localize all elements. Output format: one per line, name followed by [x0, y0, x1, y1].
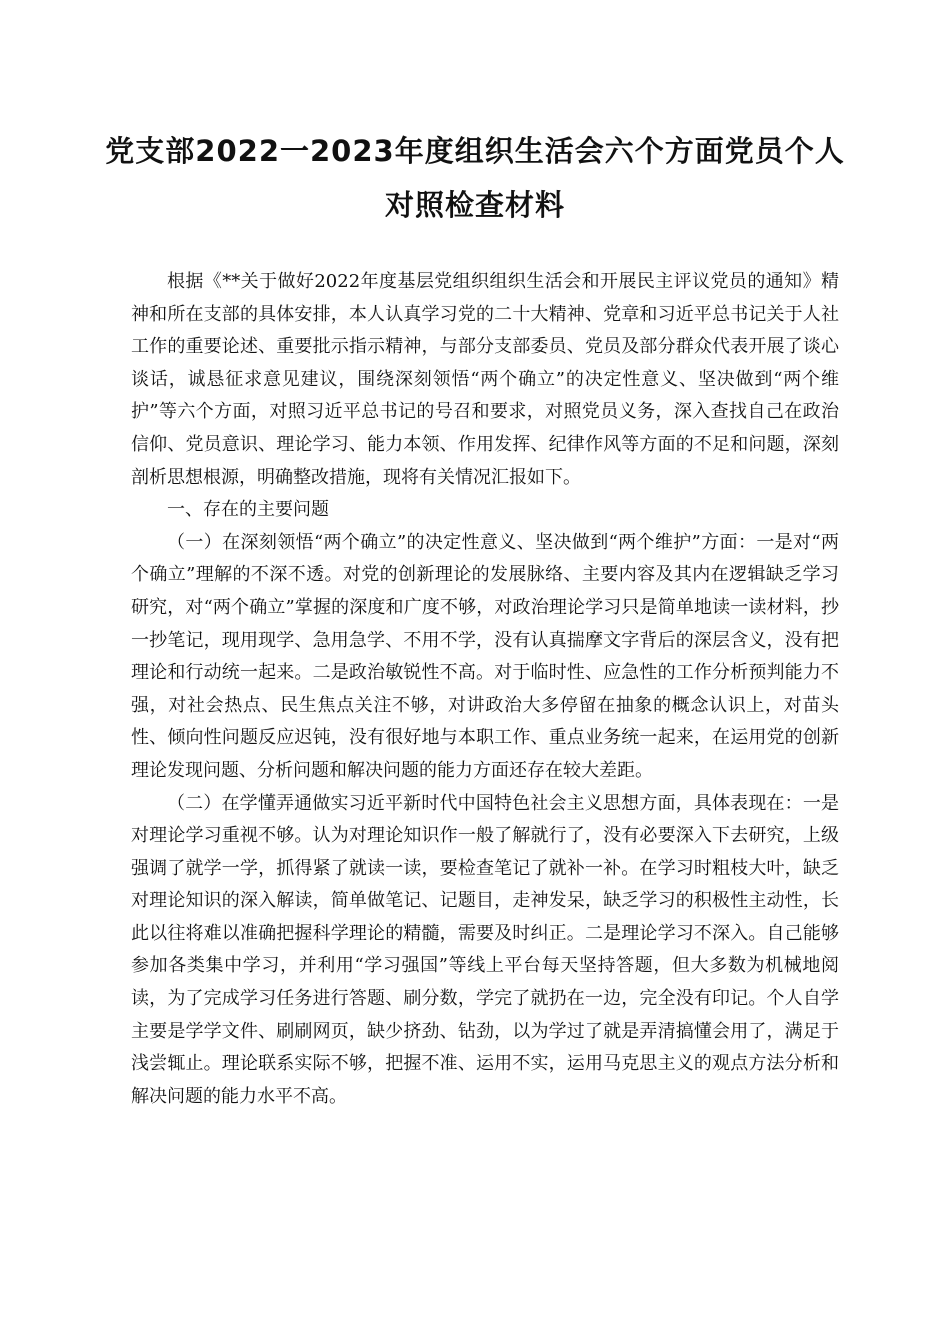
intro-paragraph: 根据《**关于做好2022年度基层党组织组织生活会和开展民主评议党员的通知》精神和所在支部的具体安排，本人认真学习党的二十大精神、党章和习近平总书记关于人社工作的重要论述、重要批示指示精神，与部分支部委员、党员及部分群众代表开展了谈心谈话，诚恳征求意见建议，围绕深刻领悟“两个确立”的决定性意义、坚决做到“两个维护”等六个方面，对照习近平总书记的号召和要求，对照党员义务，深入查找自己在政治信仰、党员意识、理论学习、能力本领、作用发挥、纪律作风等方面的不足和问题，深刻剖析思想根源，明确整改措施，现将有关情况汇报如下。: [131, 271, 839, 488]
section-heading: 一、存在的主要问题: [167, 499, 329, 521]
body-paragraph: （二）在学懂弄通做实习近平新时代中国特色社会主义思想方面，具体表现在：一是对理论学习重视不够。认为对理论知识作一般了解就行了，没有必要深入下去研究，上级强调了就学一学，抓得紧了就读一读，要检查笔记了就补一补。在学习时粗枝大叶，缺乏对理论知识的深入解读，简单做笔记、记题目，走神发呆，缺乏学习的积极性主动性，长此以往将难以准确把握科学理论的精髓，需要及时纠正。二是理论学习不深入。自己能够参加各类集中学习，并利用“学习强国”等线上平台每天坚持答题，但大多数为机械地阅读，为了完成学习任务进行答题、刷分数，学完了就扔在一边，完全没有印记。个人自学主要是学学文件、刷刷网页，缺少挤劲、钻劲，以为学过了就是弄清搞懂会用了，满足于浅尝辄止。理论联系实际不够，把握不准、运用不实，运用马克思主义的观点方法分析和解决问题的能力水平不高。: [131, 792, 839, 1107]
title-line-1: 党支部2022一2023年度组织生活会六个方面党员个人: [105, 134, 845, 168]
body-paragraph: （一）在深刻领悟“两个确立”的决定性意义、坚决做到“两个维护”方面：一是对“两个确立”理解的不深不透。对党的创新理论的发展脉络、主要内容及其内在逻辑缺乏学习研究，对“两个确立”掌握的深度和广度不够，对政治理论学习只是简单地读一读材料，抄一抄笔记，现用现学、急用急学、不用不学，没有认真揣摩文字背后的深层含义，没有把理论和行动统一起来。二是政治敏锐性不高。对于临时性、应急性的工作分析预判能力不强，对社会热点、民生焦点关注不够，对讲政治大多停留在抽象的概念认识上，对苗头性、倾向性问题反应迟钝，没有很好地与本职工作、重点业务统一起来，在运用党的创新理论发现问题、分析问题和解决问题的能力方面还存在较大差距。: [131, 531, 839, 781]
document-body: [131, 266, 839, 1113]
document-title: [100, 124, 850, 232]
title-line-2: 对照检查材料: [384, 188, 565, 222]
